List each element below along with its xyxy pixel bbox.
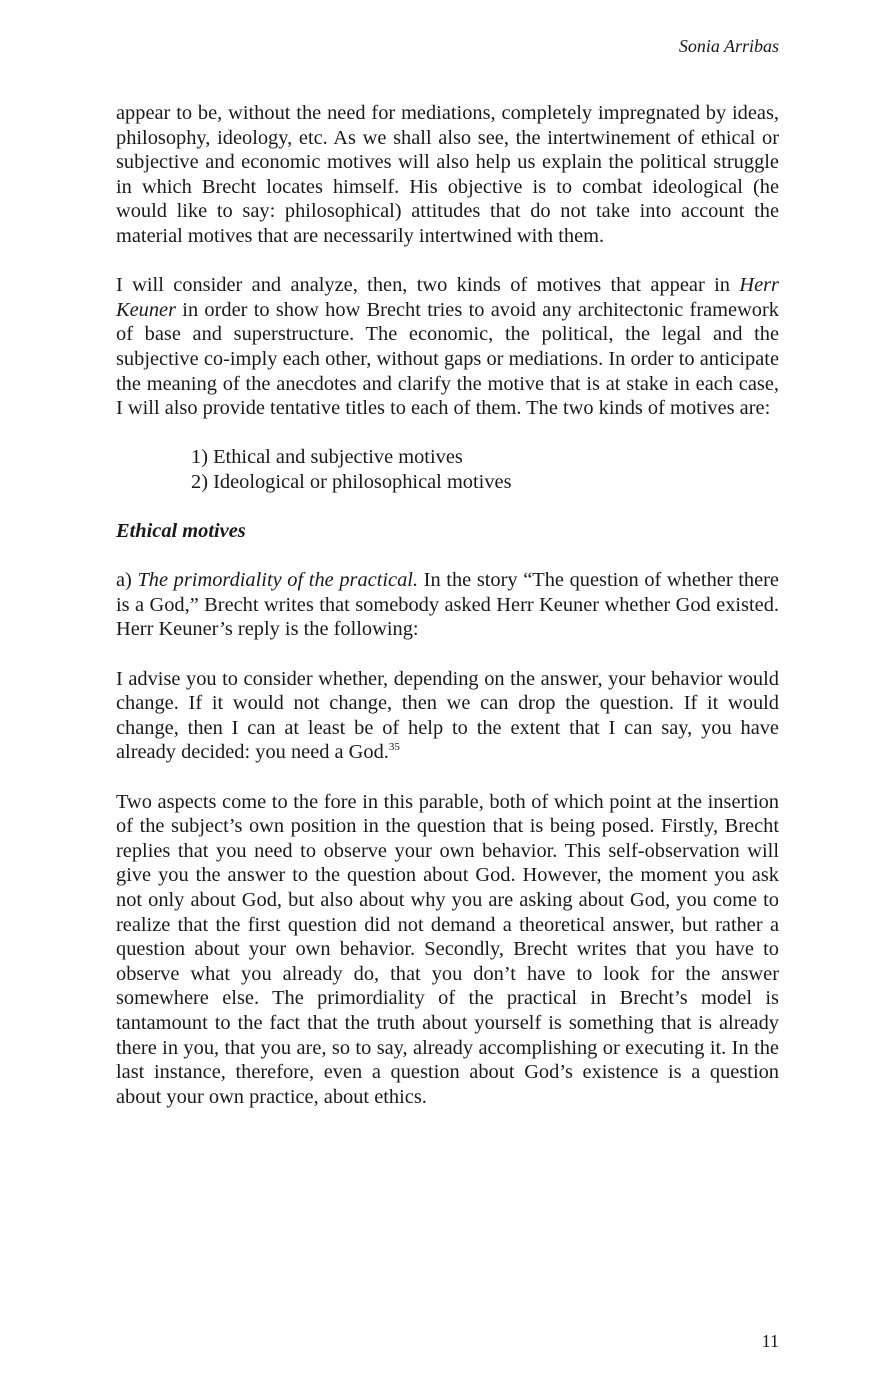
paragraph-gap <box>116 642 779 667</box>
list-item: 1) Ethical and subjective motives <box>191 446 463 469</box>
paragraph-3-label: a) <box>116 569 138 592</box>
body-text <box>116 101 779 1109</box>
paragraph-gap <box>116 495 779 520</box>
paragraph-4: Two aspects come to the fore in this parable, both of which point at the insertion of the subject’s own position in the question that is being posed. Firstly, Brecht replies that you need to observe your own behavior. This self-observation will give you the answer to the question about God. However, the moment you ask not only about God, but also about why you are asking about God, you come to realize that the first question did not demand a theoretical answer, but rather a question about your own behavior. Secondly, Brecht writes that you have to observe what you already do, that you don’t have to look for the answer somewhere else. The primordiality of the practical in Brecht’s model is tantamount to the fact that the truth about yourself is something that is already there in you, that you are, so to say, already accomplishing or executing it. In the last instance, therefore, even a question about God’s existence is a question about your own practice, about ethics. <box>116 790 779 1108</box>
quote-text: I advise you to consider whether, depending on the answer, your behavior would change. If it would not change, then we can drop the question. If it would change, then I can at least be of help to the extent that I can say, you have already decided: you need a God. <box>116 667 779 764</box>
page-number: 11 <box>761 1331 779 1351</box>
footnote-marker[interactable]: 35 <box>388 741 400 754</box>
paragraph-1: appear to be, without the need for mediations, completely impregnated by ideas, philosophy, ideology, etc. As we shall also see, the intertwinement of ethical or subjective and economic motives will also help us explain the political struggle in which Brecht locates himself. His objective is to combat ideological (he would like to say: philosophical) attitudes that do not take into account the material motives that are necessarily intertwined with them. <box>116 102 779 247</box>
book-title: Herr Keuner <box>116 274 779 321</box>
paragraph-3 <box>116 568 779 642</box>
paragraph-3-rest: In the story “The question of whether there is a God,” Brecht writes that somebody asked Herr Keuner whether God existed. Herr Keuner’s reply is the following: <box>116 569 779 641</box>
motives-list <box>116 445 779 494</box>
paragraph-gap <box>116 421 779 446</box>
paragraph-2-end: in order to show how Brecht tries to avoid any architectonic framework of base and superstructure. The economic, the political, the legal and the subjective co-imply each other, without gaps or mediations. In order to anticipate the meaning of the anecdotes and clarify the motive that is at stake in each case, I will also provide tentative titles to each of them. The two kinds of motives are: <box>116 298 779 420</box>
section-heading: Ethical motives <box>116 520 246 543</box>
paragraph-gap <box>116 249 779 274</box>
subsection-title: The primordiality of the practical. <box>137 569 419 592</box>
paragraph-gap <box>116 544 779 569</box>
list-item: 2) Ideological or philosophical motives <box>191 470 512 493</box>
paragraph-2 <box>116 273 779 421</box>
block-quote <box>116 667 779 765</box>
running-head: Sonia Arribas <box>678 36 779 56</box>
paragraph-gap <box>116 765 779 790</box>
paragraph-2-start: I will consider and analyze, then, two kinds of motives that appear in <box>116 274 740 297</box>
